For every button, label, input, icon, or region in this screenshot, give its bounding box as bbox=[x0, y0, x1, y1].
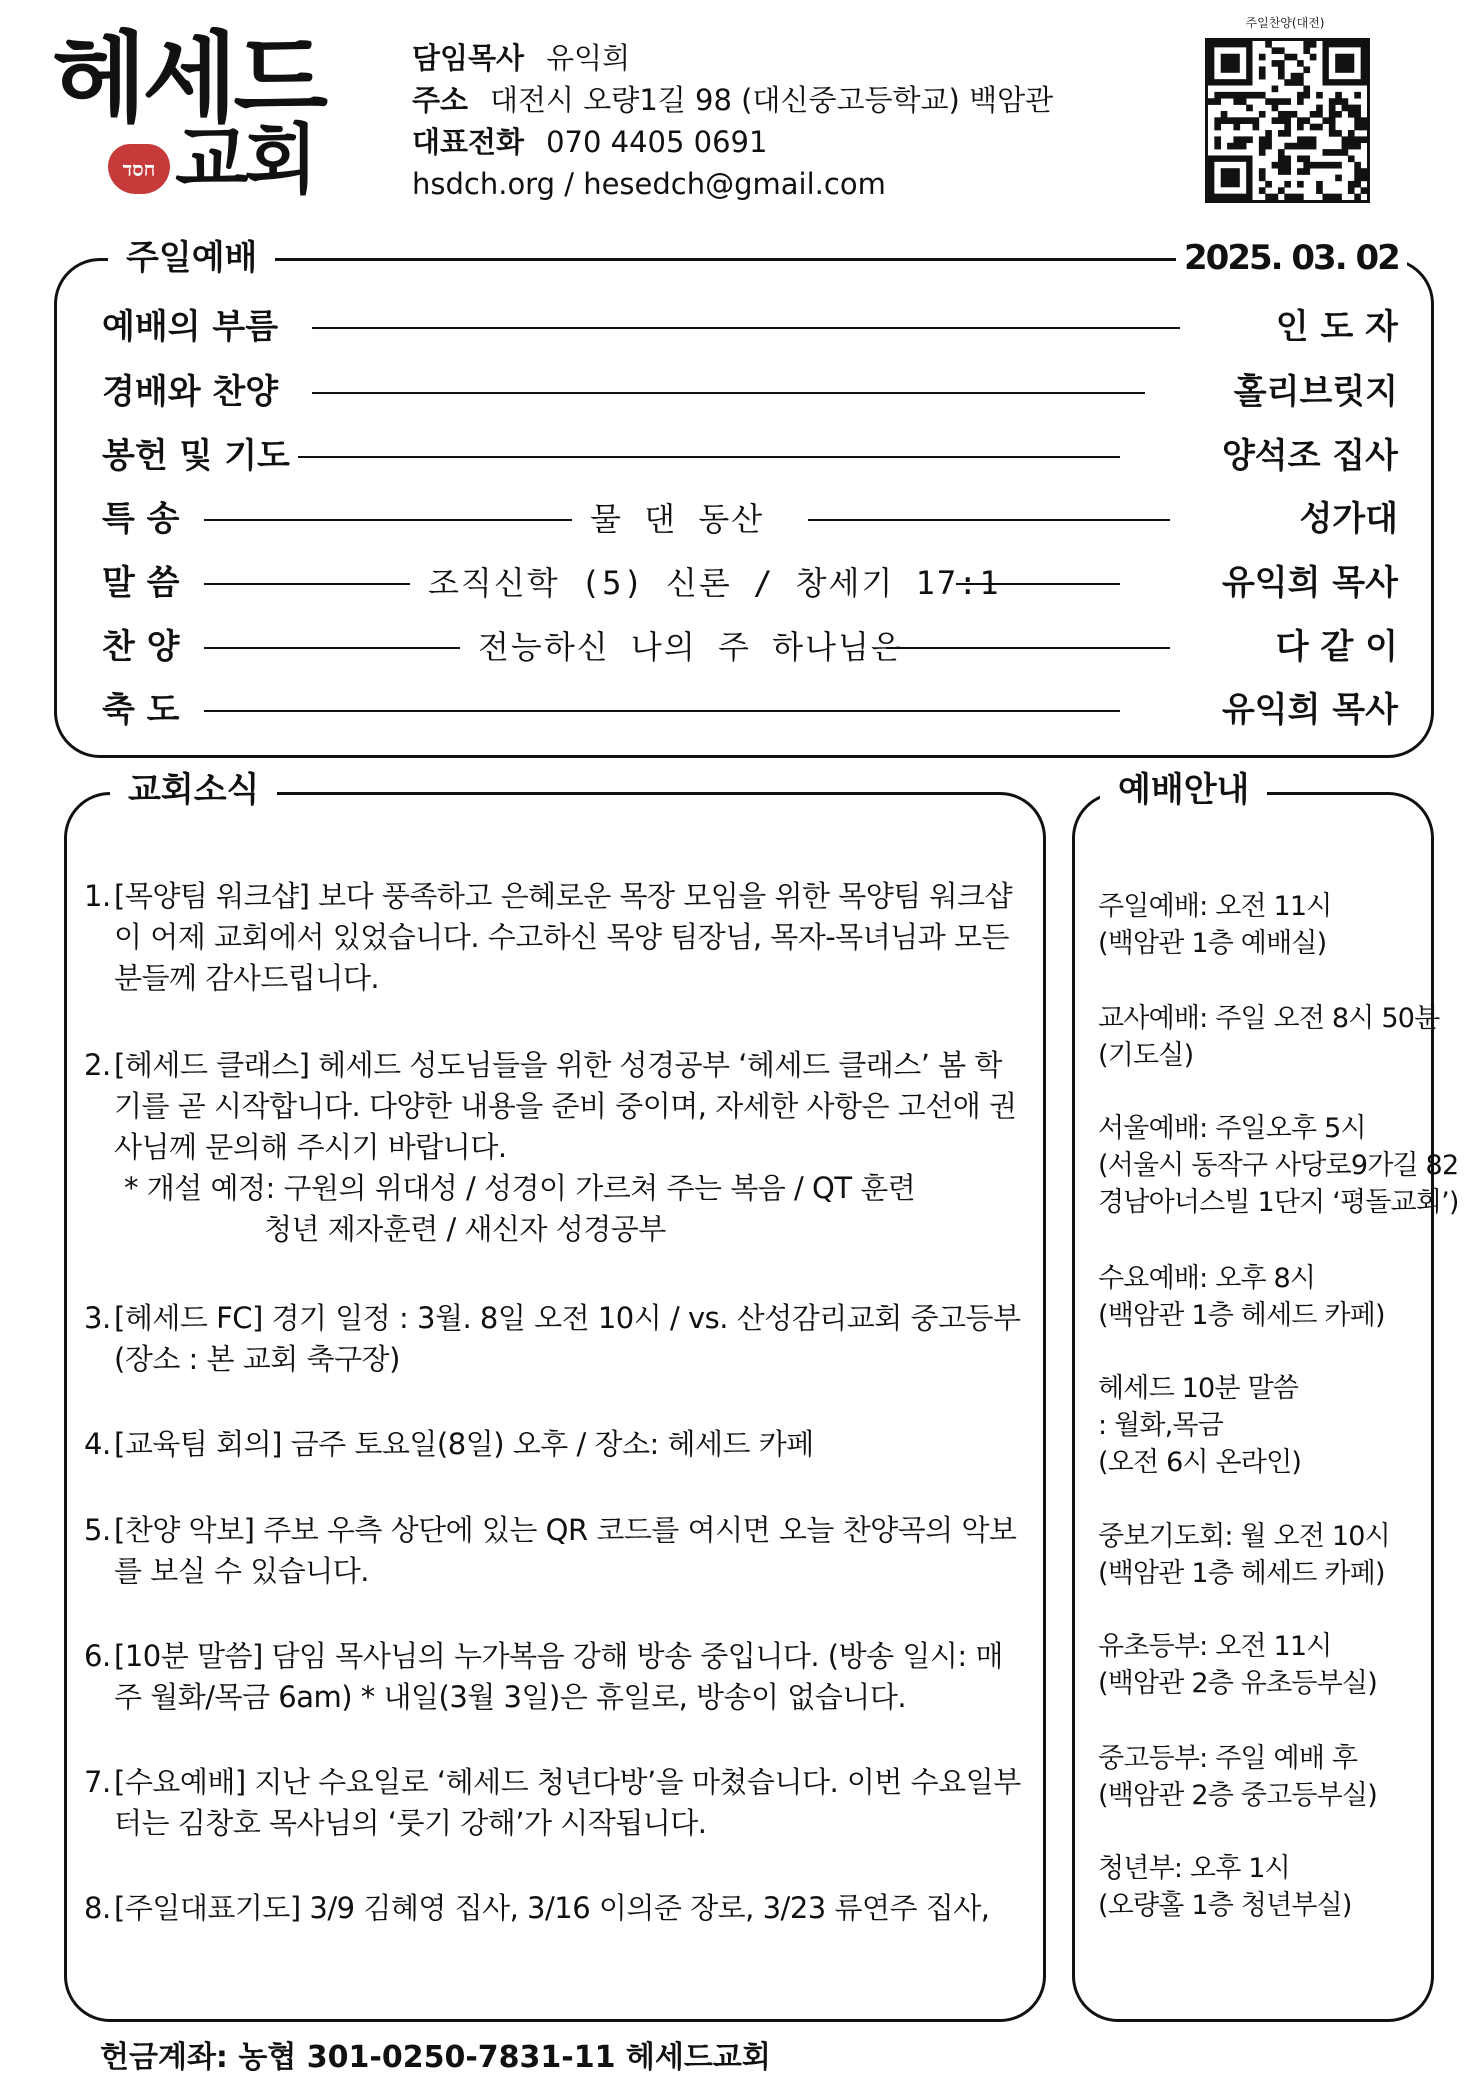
schedule-line: 유초등부: 오전 11시 bbox=[1098, 1631, 1332, 1662]
qr-module-icon bbox=[1253, 124, 1260, 131]
worship-row-label: 말 씀 bbox=[102, 563, 180, 603]
schedule-line: (백암관 1층 예배실) bbox=[1098, 928, 1327, 959]
worship-row bbox=[102, 434, 1398, 478]
news-item bbox=[84, 1888, 1024, 1929]
qr-module-icon bbox=[1240, 92, 1247, 99]
qr-module-icon bbox=[1291, 79, 1298, 86]
news-item bbox=[84, 1424, 1024, 1465]
qr-module-icon bbox=[1361, 124, 1367, 131]
qr-module-icon bbox=[1342, 143, 1349, 150]
qr-module-icon bbox=[1214, 98, 1221, 105]
news-item bbox=[84, 1762, 1024, 1844]
worship-row-content: 조직신학 (5) 신론 / 창세기 17:1 bbox=[428, 564, 1001, 602]
church-logo-bottom: 교회 bbox=[175, 115, 314, 204]
qr-module-icon bbox=[1278, 66, 1285, 73]
qr-module-icon bbox=[1284, 168, 1291, 175]
qr-module-icon bbox=[1272, 47, 1279, 54]
qr-module-icon bbox=[1284, 117, 1291, 124]
qr-module-icon bbox=[1278, 187, 1285, 194]
qr-module-icon bbox=[1303, 168, 1310, 175]
qr-module-icon bbox=[1329, 98, 1336, 105]
qr-module-icon bbox=[1259, 54, 1266, 61]
news-item bbox=[84, 1510, 1024, 1592]
worship-row-leader: 성가대 bbox=[1299, 499, 1398, 539]
address-label: 주소 bbox=[412, 83, 469, 117]
leader-line bbox=[886, 647, 1170, 649]
phone-line bbox=[412, 122, 767, 162]
qr-module-icon bbox=[1278, 155, 1285, 162]
qr-module-icon bbox=[1297, 117, 1304, 124]
news-item-number: 7. bbox=[84, 1765, 111, 1799]
qr-module-icon bbox=[1265, 194, 1272, 200]
qr-module-icon bbox=[1259, 66, 1266, 73]
qr-module-icon bbox=[1329, 149, 1336, 156]
qr-module-icon bbox=[1342, 149, 1349, 156]
pastor-name: 유익희 bbox=[546, 41, 631, 75]
qr-module-icon bbox=[1342, 98, 1349, 105]
qr-module-icon bbox=[1233, 98, 1240, 105]
qr-module-icon bbox=[1284, 155, 1291, 162]
schedule-line: 주일예배: 오전 11시 bbox=[1098, 891, 1332, 922]
qr-module-icon bbox=[1303, 162, 1310, 169]
schedule-item bbox=[1098, 1110, 1459, 1221]
schedule-line: (기도실) bbox=[1098, 1040, 1194, 1071]
schedule-line: 수요예배: 오후 8시 bbox=[1098, 1263, 1316, 1294]
qr-module-icon bbox=[1272, 86, 1279, 93]
qr-module-icon bbox=[1214, 92, 1221, 99]
qr-module-icon bbox=[1348, 181, 1355, 188]
qr-module-icon bbox=[1214, 143, 1221, 150]
qr-module-icon bbox=[1297, 92, 1304, 99]
qr-module-icon bbox=[1348, 111, 1355, 118]
qr-module-icon bbox=[1259, 175, 1266, 182]
qr-module-icon bbox=[1310, 41, 1317, 48]
qr-module-icon bbox=[1253, 117, 1260, 124]
worship-row-leader: 다 같 이 bbox=[1275, 627, 1398, 667]
qr-module-icon bbox=[1214, 124, 1221, 131]
qr-module-icon bbox=[1284, 181, 1291, 188]
qr-module-icon bbox=[1240, 98, 1247, 105]
qr-module-icon bbox=[1278, 47, 1285, 54]
schedule-item bbox=[1098, 1628, 1428, 1702]
qr-module-icon bbox=[1297, 136, 1304, 143]
qr-module-icon bbox=[1284, 54, 1291, 61]
qr-module-icon bbox=[1259, 143, 1266, 150]
qr-module-icon bbox=[1335, 149, 1342, 156]
qr-module-icon bbox=[1348, 136, 1355, 143]
qr-finder-icon bbox=[1335, 54, 1354, 73]
pastor-label: 담임목사 bbox=[412, 41, 525, 75]
qr-finder-icon bbox=[1221, 54, 1240, 73]
news-item-text: [주일대표기도] 3/9 김혜영 집사, 3/16 이의준 장로, 3/23 류연주 집사, bbox=[114, 1891, 990, 1925]
qr-module-icon bbox=[1278, 149, 1285, 156]
qr-module-icon bbox=[1214, 136, 1221, 143]
qr-module-icon bbox=[1310, 136, 1317, 143]
qr-module-icon bbox=[1284, 194, 1291, 200]
news-item bbox=[84, 1636, 1024, 1718]
qr-module-icon bbox=[1259, 168, 1266, 175]
qr-module-icon bbox=[1335, 111, 1342, 118]
worship-row-label: 축 도 bbox=[102, 690, 180, 730]
qr-module-icon bbox=[1291, 194, 1298, 200]
news-item-text: [찬양 악보] 주보 우측 상단에 있는 QR 코드를 여시면 오늘 찬양곡의 악보를 보실 수 있습니다. bbox=[114, 1513, 1017, 1588]
worship-row-leader: 유익희 목사 bbox=[1221, 563, 1398, 603]
qr-module-icon bbox=[1361, 187, 1367, 194]
qr-module-icon bbox=[1278, 130, 1285, 137]
leader-line bbox=[204, 647, 460, 649]
qr-module-icon bbox=[1278, 117, 1285, 124]
qr-module-icon bbox=[1316, 111, 1323, 118]
qr-module-icon bbox=[1303, 155, 1310, 162]
qr-module-icon bbox=[1272, 117, 1279, 124]
qr-module-icon bbox=[1246, 92, 1253, 99]
qr-module-icon bbox=[1354, 168, 1361, 175]
qr-module-icon bbox=[1361, 136, 1367, 143]
leader-line bbox=[298, 456, 1120, 458]
leader-line bbox=[312, 392, 1145, 394]
qr-module-icon bbox=[1297, 124, 1304, 131]
news-item-number: 3. bbox=[84, 1301, 111, 1335]
worship-row-leader: 홀리브릿지 bbox=[1233, 372, 1398, 412]
qr-module-icon bbox=[1354, 124, 1361, 131]
qr-module-icon bbox=[1253, 92, 1260, 99]
worship-row-content: 전능하신 나의 주 하나님은 bbox=[478, 628, 904, 666]
qr-module-icon bbox=[1354, 162, 1361, 169]
qr-module-icon bbox=[1335, 130, 1342, 137]
qr-module-icon bbox=[1354, 136, 1361, 143]
schedule-line: (오량홀 1층 청년부실) bbox=[1098, 1890, 1352, 1921]
qr-module-icon bbox=[1329, 117, 1336, 124]
qr-module-icon bbox=[1265, 136, 1272, 143]
schedule-item bbox=[1098, 1370, 1428, 1481]
qr-module-icon bbox=[1278, 162, 1285, 169]
qr-module-icon bbox=[1335, 98, 1342, 105]
qr-module-icon bbox=[1278, 111, 1285, 118]
leader-line bbox=[204, 519, 572, 521]
schedule-line: 경남아너스빌 1단지 ‘평돌교회’) bbox=[1098, 1187, 1459, 1218]
qr-module-icon bbox=[1335, 162, 1342, 169]
qr-module-icon bbox=[1361, 117, 1367, 124]
news-item-number: 1. bbox=[84, 879, 111, 913]
qr-module-icon bbox=[1227, 143, 1234, 150]
schedule-item bbox=[1098, 1850, 1428, 1924]
schedule-line: : 월화,목금 bbox=[1098, 1410, 1223, 1441]
schedule-line: (백암관 1층 헤세드 카페) bbox=[1098, 1300, 1385, 1331]
qr-module-icon bbox=[1278, 73, 1285, 80]
leader-line bbox=[808, 519, 1170, 521]
qr-module-icon bbox=[1354, 92, 1361, 99]
news-item-note: 청년 제자훈련 / 새신자 성경공부 bbox=[264, 1212, 666, 1246]
qr-module-icon bbox=[1316, 124, 1323, 131]
qr-module-icon bbox=[1316, 162, 1323, 169]
news-item bbox=[84, 1045, 1024, 1250]
qr-module-icon bbox=[1227, 92, 1234, 99]
worship-row bbox=[102, 688, 1398, 732]
qr-module-icon bbox=[1278, 98, 1285, 105]
qr-module-icon bbox=[1310, 143, 1317, 150]
qr-module-icon bbox=[1322, 149, 1329, 156]
qr-module-icon bbox=[1354, 194, 1361, 200]
news-item-text: [10분 말씀] 담임 목사님의 누가복음 강해 방송 중입니다. (방송 일시: 매주 월화/목금 6am) * 내일(3월 3일)은 휴일로, 방송이 없습니다. bbox=[114, 1639, 1003, 1714]
qr-module-icon bbox=[1303, 66, 1310, 73]
qr-module-icon bbox=[1354, 117, 1361, 124]
qr-module-icon bbox=[1221, 111, 1228, 118]
qr-module-icon bbox=[1246, 136, 1253, 143]
qr-module-icon bbox=[1310, 111, 1317, 118]
worship-title: 주일예배 bbox=[108, 238, 275, 278]
worship-row bbox=[102, 625, 1398, 669]
worship-row-label: 경배와 찬양 bbox=[102, 372, 279, 412]
qr-module-icon bbox=[1297, 60, 1304, 67]
qr-module-icon bbox=[1354, 181, 1361, 188]
news-item-number: 8. bbox=[84, 1891, 111, 1925]
qr-module-icon bbox=[1291, 143, 1298, 150]
qr-module-icon bbox=[1342, 136, 1349, 143]
schedule-item bbox=[1098, 888, 1428, 962]
qr-module-icon bbox=[1316, 92, 1323, 99]
phone-label: 대표전화 bbox=[412, 125, 525, 159]
schedule-line: 서울예배: 주일오후 5시 bbox=[1098, 1113, 1366, 1144]
leader-line bbox=[956, 583, 1120, 585]
address-text: 대전시 오량1길 98 (대신중고등학교) 백암관 bbox=[490, 83, 1054, 117]
qr-module-icon bbox=[1335, 194, 1342, 200]
worship-row-label: 봉헌 및 기도 bbox=[102, 436, 290, 476]
qr-module-icon bbox=[1278, 60, 1285, 67]
qr-module-icon bbox=[1348, 155, 1355, 162]
leader-line bbox=[312, 327, 1180, 329]
qr-module-icon bbox=[1361, 175, 1367, 182]
schedule-line: 중고등부: 주일 예배 후 bbox=[1098, 1743, 1358, 1774]
logo-seal: חסד bbox=[108, 144, 170, 194]
worship-row-label: 예배의 부름 bbox=[102, 307, 279, 347]
worship-row-content: 물 댄 동산 bbox=[590, 500, 765, 538]
qr-module-icon bbox=[1278, 168, 1285, 175]
address-line bbox=[412, 80, 1053, 120]
qr-module-icon bbox=[1348, 187, 1355, 194]
qr-module-icon bbox=[1303, 41, 1310, 48]
qr-module-icon bbox=[1233, 124, 1240, 131]
qr-module-icon bbox=[1259, 111, 1266, 118]
qr-module-icon bbox=[1233, 136, 1240, 143]
qr-module-icon bbox=[1240, 117, 1247, 124]
qr-module-icon bbox=[1272, 98, 1279, 105]
worship-row-leader: 인 도 자 bbox=[1275, 307, 1398, 347]
worship-row bbox=[102, 561, 1398, 605]
qr-module-icon bbox=[1214, 117, 1221, 124]
qr-module-icon bbox=[1221, 117, 1228, 124]
qr-module-icon bbox=[1265, 143, 1272, 150]
qr-module-icon bbox=[1233, 117, 1240, 124]
qr-module-icon bbox=[1310, 162, 1317, 169]
qr-module-icon bbox=[1227, 117, 1234, 124]
qr-module-icon bbox=[1348, 105, 1355, 112]
news-item-number: 2. bbox=[84, 1048, 111, 1082]
qr-module-icon bbox=[1297, 168, 1304, 175]
schedule-line: (백암관 2층 유초등부실) bbox=[1098, 1668, 1377, 1699]
qr-module-icon bbox=[1329, 105, 1336, 112]
qr-module-icon bbox=[1291, 73, 1298, 80]
schedule-line: 청년부: 오후 1시 bbox=[1098, 1853, 1290, 1884]
qr-module-icon bbox=[1284, 111, 1291, 118]
qr-module-icon bbox=[1259, 149, 1266, 156]
worship-date: 2025. 03. 02 bbox=[1176, 238, 1407, 278]
qr-module-icon bbox=[1316, 187, 1323, 194]
qr-module-icon bbox=[1297, 155, 1304, 162]
schedule-item bbox=[1098, 1518, 1428, 1592]
qr-module-icon bbox=[1233, 143, 1240, 150]
qr-module-icon bbox=[1240, 143, 1247, 150]
qr-module-icon bbox=[1354, 175, 1361, 182]
qr-module-icon bbox=[1297, 181, 1304, 188]
qr-module-icon bbox=[1310, 54, 1317, 61]
qr-module-icon bbox=[1297, 98, 1304, 105]
qr-module-icon bbox=[1316, 105, 1323, 112]
qr-module-icon bbox=[1303, 86, 1310, 93]
qr-module-icon bbox=[1291, 111, 1298, 118]
qr-module-icon bbox=[1272, 60, 1279, 67]
qr-module-icon bbox=[1284, 79, 1291, 86]
worship-row-label: 특 송 bbox=[102, 499, 180, 539]
news-item-note: * 개설 예정: 구원의 위대성 / 성경이 가르쳐 주는 복음 / QT 훈련 bbox=[124, 1171, 916, 1205]
qr-module-icon bbox=[1329, 124, 1336, 131]
qr-module-icon bbox=[1297, 73, 1304, 80]
phone-number: 070 4405 0691 bbox=[546, 125, 768, 159]
qr-module-icon bbox=[1322, 117, 1329, 124]
news-item-text: [교육팀 회의] 금주 토요일(8일) 오후 / 장소: 헤세드 카페 bbox=[114, 1427, 814, 1461]
qr-module-icon bbox=[1329, 194, 1336, 200]
qr-pattern-icon bbox=[1208, 41, 1367, 200]
qr-module-icon bbox=[1272, 162, 1279, 169]
news-title: 교회소식 bbox=[110, 770, 277, 810]
qr-finder-icon bbox=[1221, 168, 1240, 187]
qr-module-icon bbox=[1284, 143, 1291, 150]
news-item-text: [목양팀 워크샵] 보다 풍족하고 은혜로운 목장 모임을 위한 목양팀 워크샵이 어제 교회에서 있었습니다. 수고하신 목양 팀장님, 목자-목녀님과 모든 분들께 감사드립니다. bbox=[114, 879, 1012, 995]
qr-module-icon bbox=[1265, 181, 1272, 188]
qr-module-icon bbox=[1303, 143, 1310, 150]
qr-module-icon bbox=[1348, 143, 1355, 150]
qr-module-icon bbox=[1329, 111, 1336, 118]
leader-line bbox=[204, 583, 410, 585]
schedule-item bbox=[1098, 1260, 1428, 1334]
qr-module-icon bbox=[1322, 162, 1329, 169]
qr-module-icon bbox=[1272, 194, 1279, 200]
worship-row-label: 찬 양 bbox=[102, 627, 180, 667]
qr-module-icon bbox=[1329, 162, 1336, 169]
qr-module-icon bbox=[1303, 92, 1310, 99]
worship-row bbox=[102, 305, 1398, 349]
qr-module-icon bbox=[1284, 98, 1291, 105]
schedule-line: 중보기도회: 월 오전 10시 bbox=[1098, 1521, 1390, 1552]
news-item-number: 4. bbox=[84, 1427, 111, 1461]
qr-module-icon bbox=[1208, 98, 1215, 105]
qr-code-icon[interactable] bbox=[1205, 38, 1370, 203]
qr-module-icon bbox=[1361, 168, 1367, 175]
news-item-number: 6. bbox=[84, 1639, 111, 1673]
qr-module-icon bbox=[1259, 187, 1266, 194]
qr-module-icon bbox=[1303, 136, 1310, 143]
worship-row bbox=[102, 370, 1398, 414]
qr-module-icon bbox=[1259, 92, 1266, 99]
news-item bbox=[84, 1298, 1024, 1380]
schedule-line: (서울시 동작구 사당로9가길 82 bbox=[1098, 1150, 1459, 1181]
qr-module-icon bbox=[1233, 92, 1240, 99]
qr-module-icon bbox=[1291, 54, 1298, 61]
qr-module-icon bbox=[1246, 105, 1253, 112]
qr-module-icon bbox=[1310, 124, 1317, 131]
news-item-text: [헤세드 FC] 경기 일정 : 3월. 8일 오전 10시 / vs. 산성감리교회 중고등부 (장소 : 본 교회 축구장) bbox=[114, 1301, 1021, 1376]
leader-line bbox=[204, 710, 1120, 712]
qr-module-icon bbox=[1259, 73, 1266, 80]
schedule-item bbox=[1098, 1740, 1428, 1814]
web-line: hsdch.org / hesedch@gmail.com bbox=[412, 167, 886, 201]
schedule-line: 교사예배: 주일 오전 8시 50분 bbox=[1098, 1003, 1440, 1034]
qr-module-icon bbox=[1265, 98, 1272, 105]
qr-module-icon bbox=[1221, 92, 1228, 99]
schedule-line: (백암관 2층 중고등부실) bbox=[1098, 1780, 1377, 1811]
qr-module-icon bbox=[1297, 194, 1304, 200]
qr-module-icon bbox=[1284, 124, 1291, 131]
qr-module-icon bbox=[1354, 111, 1361, 118]
qr-module-icon bbox=[1329, 130, 1336, 137]
qr-module-icon bbox=[1322, 194, 1329, 200]
qr-module-icon bbox=[1284, 162, 1291, 169]
offering-account: 헌금계좌: 농협 301-0250-7831-11 헤세드교회 bbox=[100, 2040, 771, 2075]
worship-title-rule bbox=[286, 259, 1172, 261]
schedule-title: 예배안내 bbox=[1100, 770, 1267, 810]
qr-module-icon bbox=[1335, 175, 1342, 182]
qr-module-icon bbox=[1354, 143, 1361, 150]
qr-module-icon bbox=[1246, 117, 1253, 124]
qr-module-icon bbox=[1297, 143, 1304, 150]
qr-module-icon bbox=[1335, 92, 1342, 99]
schedule-line: 헤세드 10분 말씀 bbox=[1098, 1373, 1299, 1404]
qr-module-icon bbox=[1354, 105, 1361, 112]
worship-row-leader: 유익희 목사 bbox=[1221, 690, 1398, 730]
qr-module-icon bbox=[1284, 130, 1291, 137]
worship-row bbox=[102, 497, 1398, 541]
qr-caption: 주일찬양(대전) bbox=[1245, 16, 1325, 30]
schedule-line: (백암관 1층 헤세드 카페) bbox=[1098, 1558, 1385, 1589]
qr-module-icon bbox=[1297, 79, 1304, 86]
qr-module-icon bbox=[1342, 105, 1349, 112]
schedule-item bbox=[1098, 1000, 1440, 1074]
pastor-line bbox=[412, 38, 630, 78]
qr-module-icon bbox=[1303, 47, 1310, 54]
qr-module-icon bbox=[1265, 130, 1272, 137]
news-item-text: [수요예배] 지난 수요일로 ‘헤세드 청년다방’을 마쳤습니다. 이번 수요일부터는 김창호 목사님의 ‘룻기 강해’가 시작됩니다. bbox=[114, 1765, 1021, 1840]
qr-module-icon bbox=[1316, 181, 1323, 188]
qr-module-icon bbox=[1272, 105, 1279, 112]
worship-row-leader: 양석조 집사 bbox=[1221, 436, 1398, 476]
schedule-line: (오전 6시 온라인) bbox=[1098, 1447, 1302, 1478]
qr-module-icon bbox=[1265, 41, 1272, 48]
church-logo-top: 헤세드 bbox=[52, 21, 325, 136]
qr-module-icon bbox=[1259, 136, 1266, 143]
qr-module-icon bbox=[1240, 136, 1247, 143]
news-item-number: 5. bbox=[84, 1513, 111, 1547]
news-item-text: [헤세드 클래스] 헤세드 성도님들을 위한 성경공부 ‘헤세드 클래스’ 봄 학기를 곧 시작합니다. 다양한 내용을 준비 중이며, 자세한 사항은 고선애 권사님께 문의해 주시기 바랍니다. bbox=[114, 1048, 1017, 1164]
qr-module-icon bbox=[1348, 130, 1355, 137]
news-item bbox=[84, 876, 1024, 999]
qr-module-icon bbox=[1303, 117, 1310, 124]
